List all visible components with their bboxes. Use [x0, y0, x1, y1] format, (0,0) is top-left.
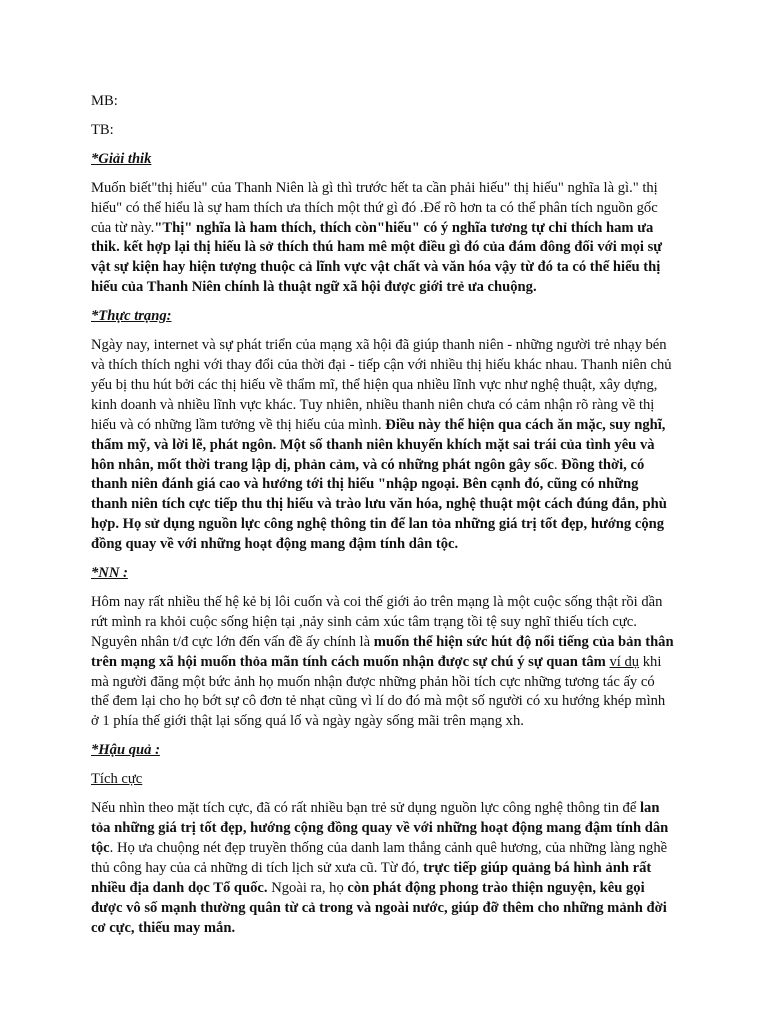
text-run: Ngày nay, internet và sự phát triển của mạng xã hội đã giúp thanh niên - những người trẻ nhạy bén và thích thích nghi với thay đổi của thời đại - tiếp cận với nhiều thị hiếu khác nhau. Thanh niên chủ yếu bị thu hút bởi các thị hiếu về thẩm mĩ, thể hiện qua nhiều lĩnh vực như nghệ thuật, xây dựng, kinh doanh và nhiều lĩnh vực khác. Tuy nhiên, nhiều thanh niên chưa có cảm nhận rõ ràng về thị hiếu và có những lầm tưởng về thị hiếu của mình. — [91, 337, 672, 433]
mb-label: MB: — [91, 93, 118, 109]
text-run: . — [553, 456, 562, 473]
text-run: Hôm nay rất nhiều thế hệ kẻ bị lôi cuốn và coi thế giới ảo trên mạng là một cuộc sống thật rồi dần rứt mình ra khỏi cuộc sống hiện tại ,nảy sinh cảm xúc tâm trạng tồi tệ suy nghĩ thiếu tích cực. Nguyên nhân t/đ cực lớn đến vấn đề ấy chính là — [91, 593, 663, 650]
text-run: Muốn biết"thị hiếu" của Thanh Niên là gì thì trước hết ta cần phải hiếu" thị hiếu" nghĩa là gì." thị hiếu" có thể hiểu là sự ham thích ưa thích một thứ gì đó .Để rõ hơn ta có thể phân tích nguồn gốc của từ này. — [91, 179, 658, 236]
text-run: . Họ ưa chuộng nét đẹp truyền thống của danh lam thắng cảnh quê hương, của những làng nghề thủ công hay của cả những di tích lịch sử xưa cũ. Từ đó, — [91, 839, 668, 876]
bold-run: trực tiếp giúp quảng bá hình ảnh rất nhiều địa danh dọc Tổ quốc. — [91, 859, 652, 896]
heading-nn: *NN : — [91, 565, 128, 582]
bold-run: lan tỏa những giá trị tốt đẹp, hướng cộng đồng quay về với những hoạt động mang đậm tính dân tộc — [91, 800, 669, 856]
subheading-tich-cuc: Tích cực — [91, 771, 143, 788]
bold-run: còn phát động phong trào thiện nguyện, kêu gọi được vô số mạnh thường quân từ cả trong và ngoài nước, giúp đỡ thêm cho những mảnh đời cơ cực, thiếu may mắn. — [91, 879, 667, 936]
text-run: khi mà người đăng một bức ảnh họ muốn nhận được những phản hồi tích cực những tương tác ấy có thể đem lại cho họ bớt sự cô đơn tẻ nhạt cũng vì lí do đó mà một số người có xu hướng khép mình ở 1 phía thế giới thật lại sống quá lố và ngày ngày sống mãi trên mạng xh. — [91, 653, 666, 730]
paragraph-giai-thik — [91, 179, 674, 298]
paragraph-nn — [91, 593, 674, 732]
bold-run: "Thị" nghĩa là ham thích, thích còn"hiếu" có ý nghĩa tương tự chỉ thích ham ưa thik. kết hợp lại thị hiếu là sở thích thú ham mê một điều gì đó của đám đông đối với mọi sự vật sự kiện hay hiện tượng thuộc cả lĩnh vực vật chất và văn hóa vậy từ đó ta có thể hiểu thị hiếu của Thanh Niên chính là thuật ngữ xã hội được giới trẻ ưa chuộng. — [91, 219, 663, 296]
underlined-run: ví dụ — [609, 653, 640, 670]
paragraph-hau-qua — [91, 799, 674, 938]
heading-thuc-trang: *Thực trạng: — [91, 308, 172, 325]
bold-run: muốn thể hiện sức hút độ nổi tiếng của bản thân trên mạng xã hội muốn thỏa mãn tính cách muốn nhận được sự chú ý sự quan tâm — [91, 633, 674, 670]
text-run: Ngoài ra, họ — [267, 879, 348, 896]
paragraph-thuc-trang — [91, 336, 674, 555]
heading-giai-thik: *Giải thik — [91, 150, 152, 167]
bold-run: Điều này thể hiện qua cách ăn mặc, suy nghĩ, thẩm mỹ, và lời lẽ, phát ngôn. Một số thanh niên khuyến khích mặt sai trái của tình yêu và hôn nhân, mốt thời trang lập dị, phản cảm, và có những phát ngôn gây sốc — [91, 416, 666, 473]
tb-label: TB: — [91, 121, 114, 138]
heading-hau-qua: *Hậu quả : — [91, 742, 160, 759]
bold-run: Đồng thời, có thanh niên đánh giá cao và hướng tới thị hiếu "nhập ngoại. Bên cạnh đó, cũng có những thanh niên tích cực tiếp thu thị hiếu và trào lưu văn hóa, nghệ thuật một cách đúng đắn, phù hợp. Họ sử dụng nguồn lực công nghệ thông tin để lan tỏa những giá trị tốt đẹp, hướng cộng đồng quay về với những hoạt động mang đậm tính dân tộc. — [91, 456, 667, 553]
text-run: Nếu nhìn theo mặt tích cực, đã có rất nhiều bạn trẻ sử dụng nguồn lực công nghệ thông tin để — [91, 800, 640, 817]
